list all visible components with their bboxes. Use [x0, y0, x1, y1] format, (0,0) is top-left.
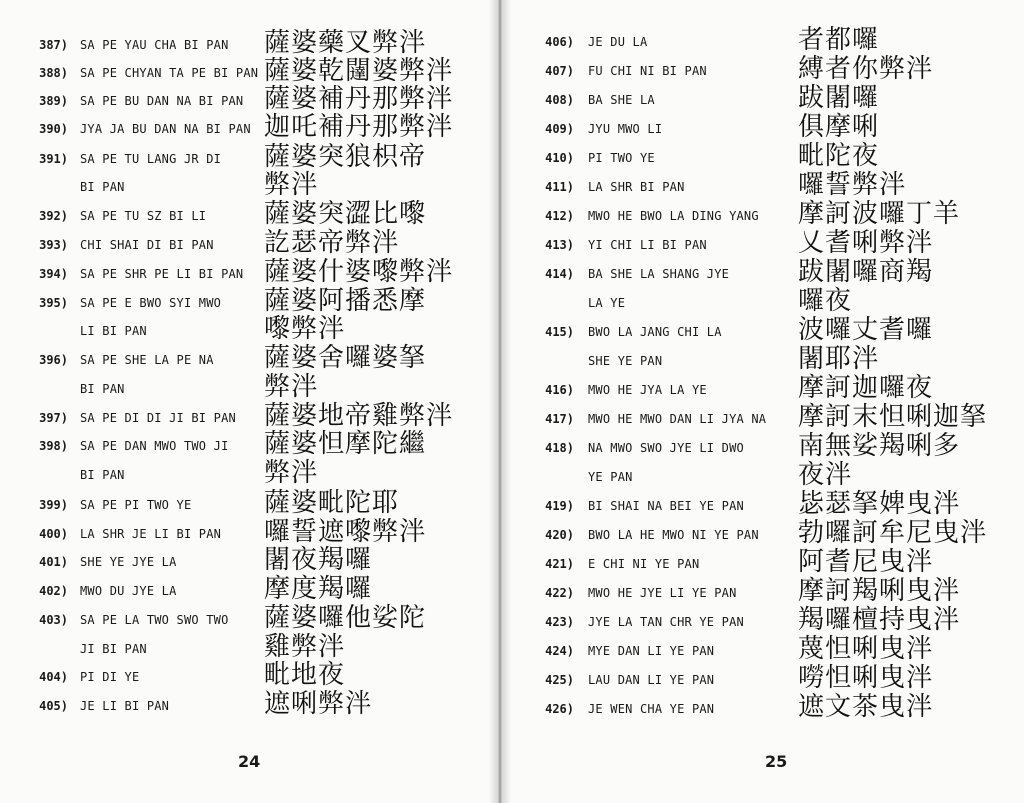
- line-number: 410): [545, 151, 574, 165]
- left-page: [0, 0, 500, 803]
- chinese-characters: 闍夜羯囉: [264, 545, 373, 575]
- chinese-characters: 跋闍囉: [798, 83, 880, 113]
- line-number: 387): [39, 38, 68, 52]
- page-number-left: 24: [238, 752, 261, 771]
- line-number: 412): [545, 209, 574, 223]
- romanization: MWO HE BWO LA DING YANG: [588, 209, 759, 223]
- mantra-line: [0, 662, 500, 692]
- romanization: NA MWO SWO JYE LI DWO: [588, 441, 744, 455]
- line-number: 426): [545, 702, 574, 716]
- romanization: SA PE LA TWO SWO TWO: [80, 613, 229, 627]
- chinese-characters: 縛者你弊泮: [798, 54, 934, 84]
- romanization: JYU MWO LI: [588, 122, 663, 136]
- romanization: SHE YE JYE LA: [80, 555, 177, 569]
- romanization: CHI SHAI DI BI PAN: [80, 238, 214, 252]
- line-number: 404): [39, 670, 68, 684]
- chinese-characters: 俱摩唎: [798, 112, 880, 142]
- chinese-characters: 闍耶泮: [798, 344, 880, 374]
- chinese-characters: 摩訶羯唎曳泮: [798, 576, 961, 606]
- romanization: JYE LA TAN CHR YE PAN: [588, 615, 744, 629]
- mantra-line: [500, 85, 1024, 115]
- romanization: SA PE BU DAN NA BI PAN: [80, 94, 244, 108]
- line-number: 405): [39, 699, 68, 713]
- line-number: 416): [545, 383, 574, 397]
- mantra-line: [0, 288, 500, 318]
- mantra-line: [500, 636, 1024, 666]
- mantra-line: [500, 520, 1024, 550]
- mantra-line: [0, 490, 500, 520]
- chinese-characters: 蔑怛唎曳泮: [798, 634, 934, 664]
- line-number: 394): [39, 267, 68, 281]
- mantra-line: [0, 230, 500, 260]
- chinese-characters: 囉誓弊泮: [798, 170, 907, 200]
- page-number-right: 25: [765, 752, 788, 771]
- mantra-line: [0, 576, 500, 606]
- romanization: BWO LA JANG CHI LA: [588, 325, 722, 339]
- mantra-line: [0, 144, 500, 174]
- mantra-line: [500, 230, 1024, 260]
- line-number: 391): [39, 152, 68, 166]
- line-number: 401): [39, 555, 68, 569]
- romanization: JI BI PAN: [80, 642, 147, 656]
- line-number: 393): [39, 238, 68, 252]
- romanization: MWO HE JYA LA YE: [588, 383, 707, 397]
- line-number: 402): [39, 584, 68, 598]
- mantra-line: [0, 259, 500, 289]
- line-number: 423): [545, 615, 574, 629]
- line-number: 396): [39, 353, 68, 367]
- chinese-characters: 南無娑羯唎多: [798, 431, 961, 461]
- line-number: 390): [39, 122, 68, 136]
- romanization: SA PE YAU CHA BI PAN: [80, 38, 229, 52]
- mantra-line: [500, 462, 1024, 492]
- chinese-characters: 嘮怛唎曳泮: [798, 663, 934, 693]
- chinese-characters: 阿耆尼曳泮: [798, 547, 934, 577]
- romanization: LI BI PAN: [80, 324, 147, 338]
- line-number: 422): [545, 586, 574, 600]
- romanization: MYE DAN LI YE PAN: [588, 644, 715, 658]
- chinese-characters: 薩婆什婆嚟弊泮: [264, 257, 454, 287]
- romanization: SA PE SHE LA PE NA: [80, 353, 214, 367]
- chinese-characters: 乂耆唎弊泮: [798, 228, 934, 258]
- romanization: LAU DAN LI YE PAN: [588, 673, 715, 687]
- chinese-characters: 雞弊泮: [264, 632, 346, 662]
- romanization: E CHI NI YE PAN: [588, 557, 700, 571]
- romanization: JE WEN CHA YE PAN: [588, 702, 715, 716]
- mantra-line: [500, 433, 1024, 463]
- line-number: 398): [39, 439, 68, 453]
- romanization: YE PAN: [588, 470, 633, 484]
- romanization: LA SHR JE LI BI PAN: [80, 527, 222, 541]
- chinese-characters: 薩婆乾闥婆弊泮: [264, 56, 454, 86]
- mantra-line: [500, 56, 1024, 86]
- line-number: 424): [545, 644, 574, 658]
- mantra-line: [500, 172, 1024, 202]
- chinese-characters: 囉誓遮嚟弊泮: [264, 517, 427, 547]
- line-number: 400): [39, 527, 68, 541]
- chinese-characters: 勃囉訶牟尼曳泮: [798, 518, 988, 548]
- line-number: 421): [545, 557, 574, 571]
- romanization: BA SHE LA: [588, 93, 655, 107]
- mantra-line: [0, 374, 500, 404]
- line-number: 417): [545, 412, 574, 426]
- mantra-line: [0, 431, 500, 461]
- mantra-line: [500, 288, 1024, 318]
- romanization: SA PE TU LANG JR DI: [80, 152, 222, 166]
- chinese-characters: 薩婆補丹那弊泮: [264, 84, 454, 114]
- chinese-characters: 薩婆毗陀耶: [264, 488, 400, 518]
- line-number: 395): [39, 296, 68, 310]
- mantra-line: [500, 694, 1024, 724]
- romanization: JE DU LA: [588, 35, 648, 49]
- chinese-characters: 夜泮: [798, 460, 853, 490]
- mantra-line: [500, 143, 1024, 173]
- romanization: SA PE DAN MWO TWO JI: [80, 439, 229, 453]
- mantra-line: [500, 491, 1024, 521]
- mantra-line: [0, 547, 500, 577]
- chinese-characters: 遮唎弊泮: [264, 689, 373, 719]
- line-number: 425): [545, 673, 574, 687]
- chinese-characters: 弊泮: [264, 458, 319, 488]
- mantra-line: [500, 346, 1024, 376]
- line-number: 406): [545, 35, 574, 49]
- chinese-characters: 摩訶波囉丁羊: [798, 199, 961, 229]
- line-number: 414): [545, 267, 574, 281]
- chinese-characters: 薩婆突澀比嚟: [264, 199, 427, 229]
- chinese-characters: 者都囉: [798, 25, 880, 55]
- mantra-line: [500, 201, 1024, 231]
- mantra-line: [0, 316, 500, 346]
- line-number: 389): [39, 94, 68, 108]
- chinese-characters: 薩婆怛摩陀繼: [264, 429, 427, 459]
- romanization: SA PE PI TWO YE: [80, 498, 192, 512]
- chinese-characters: 薩婆地帝雞弊泮: [264, 401, 454, 431]
- line-number: 388): [39, 66, 68, 80]
- romanization: SA PE CHYAN TA PE BI PAN: [80, 66, 259, 80]
- line-number: 418): [545, 441, 574, 455]
- mantra-line: [500, 317, 1024, 347]
- romanization: BI PAN: [80, 382, 125, 396]
- romanization: PI DI YE: [80, 670, 140, 684]
- mantra-line: [0, 519, 500, 549]
- romanization: YI CHI LI BI PAN: [588, 238, 707, 252]
- mantra-line: [0, 201, 500, 231]
- line-number: 399): [39, 498, 68, 512]
- chinese-characters: 訖瑟帝弊泮: [264, 228, 400, 258]
- romanization: FU CHI NI BI PAN: [588, 64, 707, 78]
- chinese-characters: 薩婆囉他娑陀: [264, 603, 427, 633]
- romanization: LA SHR BI PAN: [588, 180, 685, 194]
- chinese-characters: 摩訶迦囉夜: [798, 373, 934, 403]
- mantra-line: [500, 549, 1024, 579]
- romanization: SA PE DI DI JI BI PAN: [80, 411, 236, 425]
- chinese-characters: 囉夜: [798, 286, 853, 316]
- mantra-line: [500, 27, 1024, 57]
- chinese-characters: 跋闍囉商羯: [798, 257, 934, 287]
- romanization: BA SHE LA SHANG JYE: [588, 267, 730, 281]
- line-number: 413): [545, 238, 574, 252]
- chinese-characters: 摩訶末怛唎迦拏: [798, 402, 988, 432]
- romanization: BI PAN: [80, 468, 125, 482]
- mantra-line: [500, 665, 1024, 695]
- romanization: BI SHAI NA BEI YE PAN: [588, 499, 744, 513]
- line-number: 392): [39, 209, 68, 223]
- mantra-line: [500, 578, 1024, 608]
- chinese-characters: 羯囉檀持曳泮: [798, 605, 961, 635]
- chinese-characters: 弊泮: [264, 372, 319, 402]
- chinese-characters: 毗地夜: [264, 660, 346, 690]
- romanization: SHE YE PAN: [588, 354, 663, 368]
- romanization: SA PE TU SZ BI LI: [80, 209, 207, 223]
- chinese-characters: 摩度羯囉: [264, 574, 373, 604]
- romanization: BI PAN: [80, 180, 125, 194]
- line-number: 411): [545, 180, 574, 194]
- chinese-characters: 波囉丈耆囉: [798, 315, 934, 345]
- line-number: 403): [39, 613, 68, 627]
- chinese-characters: 薩婆阿播悉摩: [264, 286, 427, 316]
- right-page: [500, 0, 1024, 803]
- mantra-line: [0, 634, 500, 664]
- romanization: BWO LA HE MWO NI YE PAN: [588, 528, 759, 542]
- line-number: 409): [545, 122, 574, 136]
- romanization: SA PE E BWO SYI MWO: [80, 296, 222, 310]
- line-number: 408): [545, 93, 574, 107]
- romanization: JYA JA BU DAN NA BI PAN: [80, 122, 251, 136]
- chinese-characters: 弊泮: [264, 170, 319, 200]
- romanization: MWO DU JYE LA: [80, 584, 177, 598]
- mantra-line: [0, 345, 500, 375]
- chinese-characters: 嚟弊泮: [264, 314, 346, 344]
- line-number: 420): [545, 528, 574, 542]
- mantra-line: [0, 114, 500, 144]
- romanization: MWO HE MWO DAN LI JYA NA: [588, 412, 767, 426]
- chinese-characters: 薩婆突狼枳帝: [264, 142, 427, 172]
- book-gutter: [489, 0, 511, 803]
- romanization: MWO HE JYE LI YE PAN: [588, 586, 737, 600]
- line-number: 419): [545, 499, 574, 513]
- mantra-line: [500, 607, 1024, 637]
- mantra-line: [0, 605, 500, 635]
- mantra-line: [500, 114, 1024, 144]
- mantra-line: [500, 375, 1024, 405]
- mantra-line: [0, 460, 500, 490]
- line-number: 407): [545, 64, 574, 78]
- romanization: PI TWO YE: [588, 151, 655, 165]
- mantra-line: [500, 259, 1024, 289]
- line-number: 415): [545, 325, 574, 339]
- chinese-characters: 毖瑟拏婢曳泮: [798, 489, 961, 519]
- chinese-characters: 薩婆舍囉婆拏: [264, 343, 427, 373]
- mantra-line: [0, 172, 500, 202]
- mantra-line: [0, 691, 500, 721]
- romanization: SA PE SHR PE LI BI PAN: [80, 267, 244, 281]
- line-number: 397): [39, 411, 68, 425]
- romanization: LA YE: [588, 296, 626, 310]
- mantra-line: [500, 404, 1024, 434]
- chinese-characters: 薩婆藥叉弊泮: [264, 28, 427, 58]
- chinese-characters: 迦吒補丹那弊泮: [264, 112, 454, 142]
- chinese-characters: 毗陀夜: [798, 141, 880, 171]
- chinese-characters: 遮文茶曳泮: [798, 692, 934, 722]
- romanization: JE LI BI PAN: [80, 699, 170, 713]
